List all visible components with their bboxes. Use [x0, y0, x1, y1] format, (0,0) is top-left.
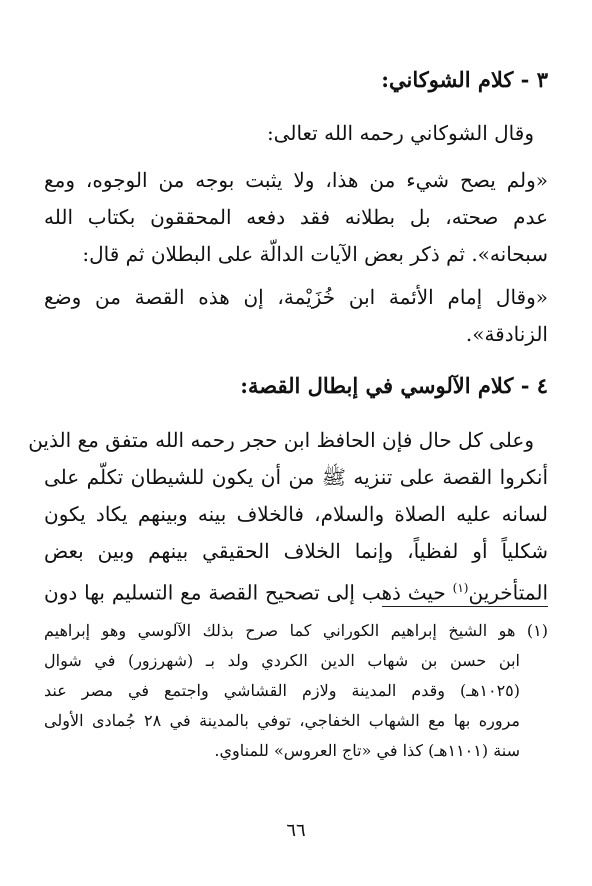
- page-number: ٦٦: [286, 820, 306, 841]
- paragraph-line: سبحانه». ثم ذكر بعض الآيات الدالّة على البطلان ثم قال:: [82, 242, 548, 266]
- paragraph-line: عدم صحته، بل بطلانه فقد دفعه المحققون بكتاب الله: [44, 205, 548, 229]
- footnote-line: سنة (١١٠١هـ) كذا في «تاج العروس» للمناوي.: [214, 741, 520, 760]
- paragraph-line: أنكروا القصة على تنزيه ﷺ من أن يكون للشيطان تكلّم على: [44, 465, 548, 489]
- footnote-divider: [382, 606, 548, 607]
- paragraph-line: «وقال إمام الأئمة ابن خُزَيْمة، إن هذه القصة من وضع: [44, 285, 549, 309]
- footnote-line: (١) هو الشيخ إبراهيم الكوراني كما صرح بذلك الآلوسي وهو إبراهيم: [44, 621, 548, 640]
- footnote-reference[interactable]: (١): [452, 581, 469, 595]
- paragraph-line: وقال الشوكاني رحمه الله تعالى:: [266, 121, 534, 145]
- paragraph-line: شكلياً أو لفظياً، وإنما الخلاف الحقيقي بينهم وبين بعض: [44, 539, 548, 563]
- section-alusi: [44, 368, 548, 404]
- alusi-body: [28, 422, 549, 612]
- shawkani-body: [44, 115, 548, 353]
- footnote-line: ابن حسن بن شهاب الدين الكردي ولد بـ (شهرزور) في شوال: [44, 651, 520, 670]
- paragraph-line: لسانه عليه الصلاة والسلام، فالخلاف بينه وبينهم يكاد يكون: [44, 502, 548, 526]
- paragraph-text: المتأخرين: [468, 580, 549, 605]
- section-heading: ٤ - كلام الآلوسي في إبطال القصة:: [240, 373, 548, 398]
- footnote: [44, 616, 548, 766]
- section-heading: ٣ - كلام الشوكاني:: [381, 67, 548, 92]
- paragraph-line: الزنادقة».: [465, 322, 548, 346]
- paragraph-text: حيث ذهب إلى تصحيح القصة مع التسليم بها دون: [44, 580, 446, 605]
- paragraph-line: «ولم يصح شيء من هذا، ولا يثبت بوجه من الوجوه، ومع: [44, 168, 548, 192]
- footnote-line: مروره بها مع الشهاب الخفاجي، توفي بالمدينة في ٢٨ جُمادى الأولى: [44, 711, 520, 730]
- paragraph-line: وعلى كل حال فإن الحافظ ابن حجر رحمه الله متفق مع الذين: [28, 428, 534, 452]
- section-shawkani: [44, 62, 548, 98]
- footnote-line: (١٠٢٥هـ) وقدم المدينة ولازم القشاشي واجتمع في مصر عند: [44, 681, 520, 700]
